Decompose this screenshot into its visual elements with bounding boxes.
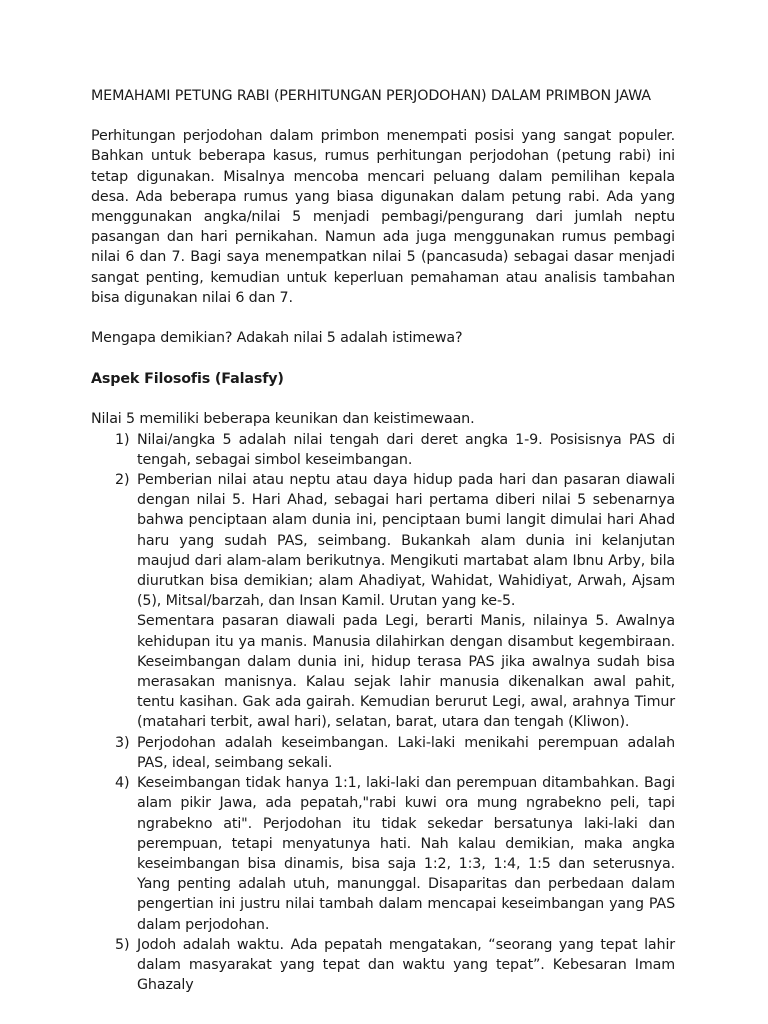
section-heading: Aspek Filosofis (Falasfy) bbox=[91, 371, 284, 388]
list-item-number: 5) bbox=[115, 936, 130, 953]
list-item-text: Keseimbangan tidak hanya 1:1, laki-laki dan perempuan ditambahkan. Bagi alam pikir Jawa, ada pepatah,"rabi kuwi ora mung ngrabekno peli, tapi ngrabekno ati". Perjodohan itu tidak sekedar bersatunya laki-laki dan perempuan, tetapi menyatunya hati. Nah kalau demikian, maka angka keseimbangan bisa dinamis, bisa saja 1:2, 1:3, 1:4, 1:5 dan seterusnya. Yang penting adalah utuh, manunggal. Disaparitas dan perbedaan dalam pengertian ini justru nilai tambah dalam mencapai keseimbangan yang PAS dalam perjodohan. bbox=[137, 775, 675, 933]
list-item bbox=[91, 430, 675, 470]
list-item-text: Pemberian nilai atau neptu atau daya hidup pada hari dan pasaran diawali dengan nilai 5. Hari Ahad, sebagai hari pertama diberi nilai 5 sebenarnya bahwa penciptaan alam dunia ini, penciptaan bumi langit dimulai hari Ahad haru yang sudah PAS, seimbang. Bukankah alam dunia ini kelanjutan maujud dari alam-alam berikutnya. Mengikuti martabat alam Ibnu Arby, bila diurutkan bisa demikian; alam Ahadiyat, Wahidat, Wahidiyat, Arwah, Ajsam (5), Mitsal/barzah, dan Insan Kamil. Urutan yang ke-5. bbox=[137, 472, 675, 610]
list-item-number: 1) bbox=[115, 431, 130, 448]
intro-paragraph: Perhitungan perjodohan dalam primbon menempati posisi yang sangat populer. Bahkan untuk beberapa kasus, rumus perhitungan perjodohan (petung rabi) ini tetap digunakan. Misalnya mencoba mencari peluang dalam pemilihan kepala desa. Ada beberapa rumus yang biasa digunakan dalam petung rabi. Ada yang menggunakan angka/nilai 5 menjadi pembagi/pengurang dari jumlah neptu pasangan dan hari pernikahan. Namun ada juga menggunakan rumus pembagi nilai 6 dan 7. Bagi saya menempatkan nilai 5 (pancasuda) sebagai dasar menjadi sangat penting, kemudian untuk keperluan pemahaman atau analisis tambahan bisa digunakan nilai 6 dan 7. bbox=[91, 128, 675, 306]
list-item-text: Nilai/angka 5 adalah nilai tengah dari deret angka 1-9. Posisisnya PAS di tengah, sebagai simbol keseimbangan. bbox=[137, 431, 675, 468]
list-item-number: 4) bbox=[115, 775, 130, 792]
list-item-number: 2) bbox=[115, 472, 130, 489]
question-paragraph: Mengapa demikian? Adakah nilai 5 adalah istimewa? bbox=[91, 330, 463, 347]
list-item bbox=[91, 733, 675, 773]
list-lead-paragraph: Nilai 5 memiliki beberapa keunikan dan keistimewaan. bbox=[91, 411, 475, 428]
list-item bbox=[91, 773, 675, 935]
list-item-text: Sementara pasaran diawali pada Legi, berarti Manis, nilainya 5. Awalnya kehidupan itu ya manis. Manusia dilahirkan dengan disambut kegembiraan. Keseimbangan dalam dunia ini, hidup terasa PAS jika awalnya sudah bisa merasakan manisnya. Kalau sejak lahir manusia dikenalkan awal pahit, tentu kasihan. Gak ada gairah. Kemudian berurut Legi, awal, arahnya Timur (matahari terbit, awal hari), selatan, barat, utara dan tengah (Kliwon). bbox=[137, 613, 675, 731]
list-item bbox=[91, 470, 675, 733]
list-item bbox=[91, 935, 675, 996]
list-item-number: 3) bbox=[115, 734, 130, 751]
document-title: MEMAHAMI PETUNG RABI (PERHITUNGAN PERJODOHAN) DALAM PRIMBON JAWA bbox=[91, 88, 651, 104]
document-body bbox=[91, 86, 675, 995]
list-item-text: Perjodohan adalah keseimbangan. Laki-laki menikahi perempuan adalah PAS, ideal, seimbang sekali. bbox=[137, 734, 675, 771]
numbered-list bbox=[91, 430, 675, 996]
list-item-text: Jodoh adalah waktu. Ada pepatah mengatakan, “seorang yang tepat lahir dalam masyarakat yang tepat dan waktu yang tepat”. Kebesaran Imam Ghazaly bbox=[137, 936, 675, 994]
